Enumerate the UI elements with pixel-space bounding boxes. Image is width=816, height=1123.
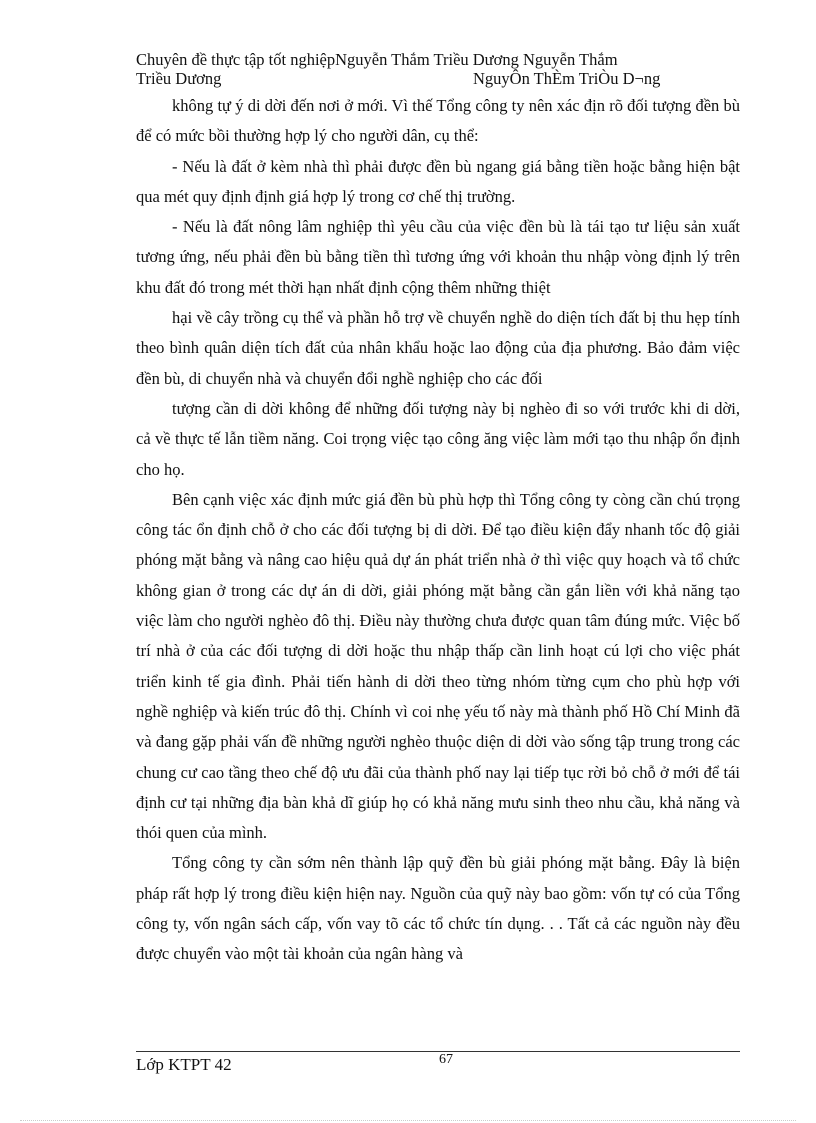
paragraph: Tổng công ty cần sớm nên thành lập quỹ đền bù giải phóng mặt bằng. Đây là biện pháp rất hợp lý trong điều kiện hiện nay. Nguồn của quỹ này bao gồm: vốn tự có của Tổng công ty, vốn ngân sách cấp, vốn vay tõ các tổ chức tín dụng. . . Tất cả các nguồn này đều được chuyển vào một tài khoản của ngân hàng và xyxy=(136,853,740,964)
paragraph: không tự ý di dời đến nơi ở mới. Vì thế Tổng công ty nên xác địn rõ đối tượng đền bù để có mức bồi thường hợp lý cho người dân, cụ thể: xyxy=(136,96,740,146)
paragraph: hại về cây trồng cụ thể và phần hỗ trợ về chuyển nghề do diện tích đất bị thu hẹp tính theo bình quân diện tích đất của nhân khẩu hoặc lao động của địa phương. Bảo đảm việc đền bù, di chuyển nhà và chuyển đổi nghề nghiệp cho các đối xyxy=(136,308,740,388)
page-number: 67 xyxy=(439,1052,453,1067)
header-line-1: Chuyên đề thực tập tốt nghiệpNguyễn Thắm Triều Dương Nguyễn Thắm xyxy=(136,50,618,69)
footer-divider xyxy=(136,1051,740,1052)
body-text xyxy=(136,91,740,970)
paragraph: tượng cần di dời không để những đối tượng này bị nghèo đi so với trước khi di dời, cả về thực tế lẫn tiềm năng. Coi trọng việc tạo công ăng việc làm mới tạo thu nhập ổn định cho họ. xyxy=(136,398,740,479)
footer-class-label: Lớp KTPT 42 xyxy=(136,1055,232,1074)
page-header xyxy=(136,50,736,89)
header-line-2 xyxy=(136,69,736,89)
paragraph: - Nếu là đất ở kèm nhà thì phải được đền bù ngang giá bằng tiền hoặc bằng hiện bật qua mét quy định định giá hợp lý trong cơ chế thị trường. xyxy=(136,156,740,206)
header-author-name-encoded: NguyÔn ThÈm TriÒu D¬ng xyxy=(473,69,661,88)
paragraph: - Nếu là đất nông lâm nghiệp thì yêu cầu của việc đền bù là tái tạo tư liệu sản xuất tương ứng, nếu phải đền bù bằng tiền thì tương ứng với khoản thu nhập vòng định lý trên khu đất đó trong mét thời hạn nhất định cộng thêm những thiệt xyxy=(136,217,740,297)
paragraph: Bên cạnh việc xác định mức giá đền bù phù hợp thì Tổng công ty còng cần chú trọng công tác ổn định chỗ ở cho các đối tượng bị di dời. Để tạo điều kiện đẩy nhanh tốc độ giải phóng mặt bằng và nâng cao hiệu quả dự án phát triển nhà ở thì việc quy hoạch và tổ chức không gian ở trong các dự án di dời, giải phóng mặt bằng cần gắn liền với khả năng tạo việc làm cho người nghèo đô thị. Điều này thường chưa được quan tâm đúng mức. Việc bố trí nhà ở của các đối tượng di dời hoặc thu nhập thấp cần linh hoạt cú lợi cho việc phát triển kinh tế gia đình. Phải tiến hành di dời theo từng nhóm từng cụm cho phù hợp với nghề nghiệp và kiến trúc đô thị. Chính vì coi nhẹ yếu tố này mà thành phố Hồ Chí Minh đã và đang gặp phải vấn đề những người nghèo thuộc diện di dời vào sống tập trung trong các chung cư cao tầng theo chế độ ưu đãi của thành phố nay lại tiếp tục rời bỏ chỗ ở mới để tái định cư tại những địa bàn khả dĩ giúp họ có khả năng mưu sinh theo nhu cầu, khả năng và thói quen của mình. xyxy=(136,489,740,843)
header-author-name: Triều Dương xyxy=(136,69,222,88)
page-bottom-border xyxy=(20,1120,796,1121)
